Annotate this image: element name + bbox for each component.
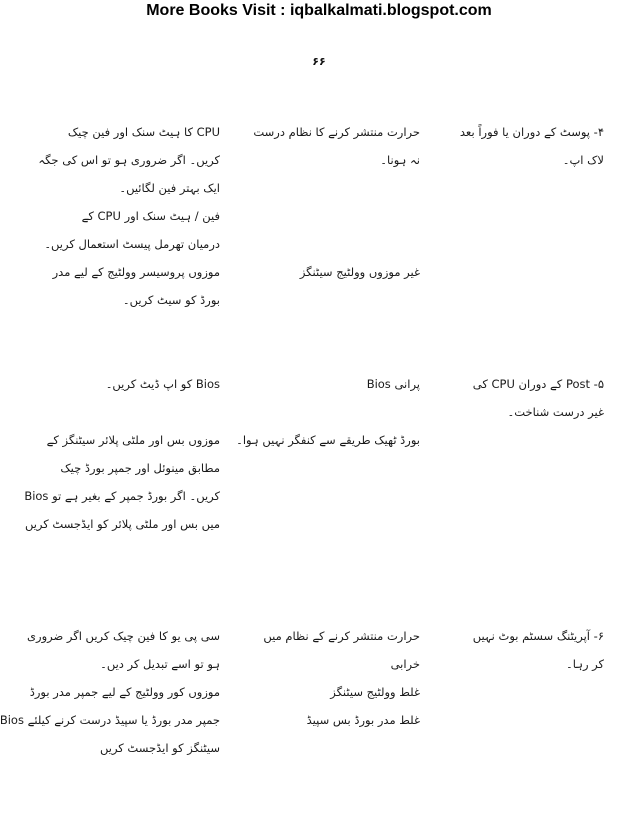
text-line: بورڈ ٹھیک طریقے سے کنفگر نہیں ہوا۔ [236,433,420,447]
text-line: سیٹنگز کو ایڈجسٹ کریں [100,741,220,755]
row-2-problem [444,370,604,426]
text-line: لاک اپ۔ [562,153,604,167]
text-line: غیر موزوں وولٹیج سیٹنگز [299,265,420,279]
text-line: سی پی یو کا فین چیک کریں اگر ضروری [27,629,220,643]
text-line: کر رہا۔ [565,657,604,671]
text-line [250,230,420,258]
text-line: حرارت منتشر کرنے کا نظام درست [253,125,420,139]
text-line: ایک بہتر فین لگائیں۔ [119,181,220,195]
text-line: موزوں کور وولٹیج کے لیے جمپر مدر بورڈ [29,685,220,699]
text-line: جمپر مدر بورڈ یا سپیڈ درست کرنے کیلئے Bios [0,713,220,727]
text-line [250,174,420,202]
text-line [250,202,420,230]
row-1-problem [459,118,604,174]
text-line: ۴- پوسٹ کے دوران یا فوراً بعد [459,125,604,139]
text-line: درمیان تھرمل پیسٹ استعمال کریں۔ [44,237,220,251]
text-line: موزوں پروسیسر وولٹیج کے لیے مدر [52,265,220,279]
text-line: مطابق مینوئل اور جمپر بورڈ چیک [60,461,220,475]
text-line: فین / ہیٹ سنک اور CPU کے [81,209,220,223]
text-line: نہ ہونا۔ [380,153,420,167]
text-line: پرانی Bios [366,377,420,391]
row-2-solution [20,370,220,538]
row-3-solution [0,622,220,762]
text-line: Bios کو اپ ڈیٹ کریں۔ [105,377,220,391]
row-1-cause [250,118,420,286]
text-line: غیر درست شناخت۔ [507,405,604,419]
row-3-problem [454,622,604,678]
text-line: غلط مدر بورڈ بس سپیڈ [306,713,420,727]
text-line: موزوں بس اور ملٹی پلائر سیٹنگز کے [46,433,220,447]
page-number: ۶۶ [312,55,326,68]
text-line: خرابی [390,657,420,671]
text-line [230,398,420,426]
text-line: کریں۔ اگر ضروری ہو تو اس کی جگہ [38,153,220,167]
text-line: غلط وولٹیج سیٹنگز [330,685,420,699]
text-line: کریں۔ اگر بورڈ جمپر کے بغیر ہے تو Bios [24,489,220,503]
text-line: CPU کا ہیٹ سنک اور فین چیک [67,125,220,139]
header-link-text: More Books Visit : iqbalkalmati.blogspot.com [146,2,492,19]
text-line: حرارت منتشر کرنے کے نظام میں [263,629,420,643]
row-3-cause [250,622,420,734]
text-line: ہو تو اسے تبدیل کر دیں۔ [100,657,220,671]
text-line: ۵- Post کے دوران CPU کی [472,377,604,391]
text-line: ۶- آپریٹنگ سسٹم بوٹ نہیں [472,629,604,643]
text-line: بورڈ کو سیٹ کریں۔ [122,293,220,307]
row-1-solution [20,118,220,314]
row-2-cause [230,370,420,454]
text-line [20,398,220,426]
text-line: میں بس اور ملٹی پلائر کو ایڈجسٹ کریں [24,517,220,531]
